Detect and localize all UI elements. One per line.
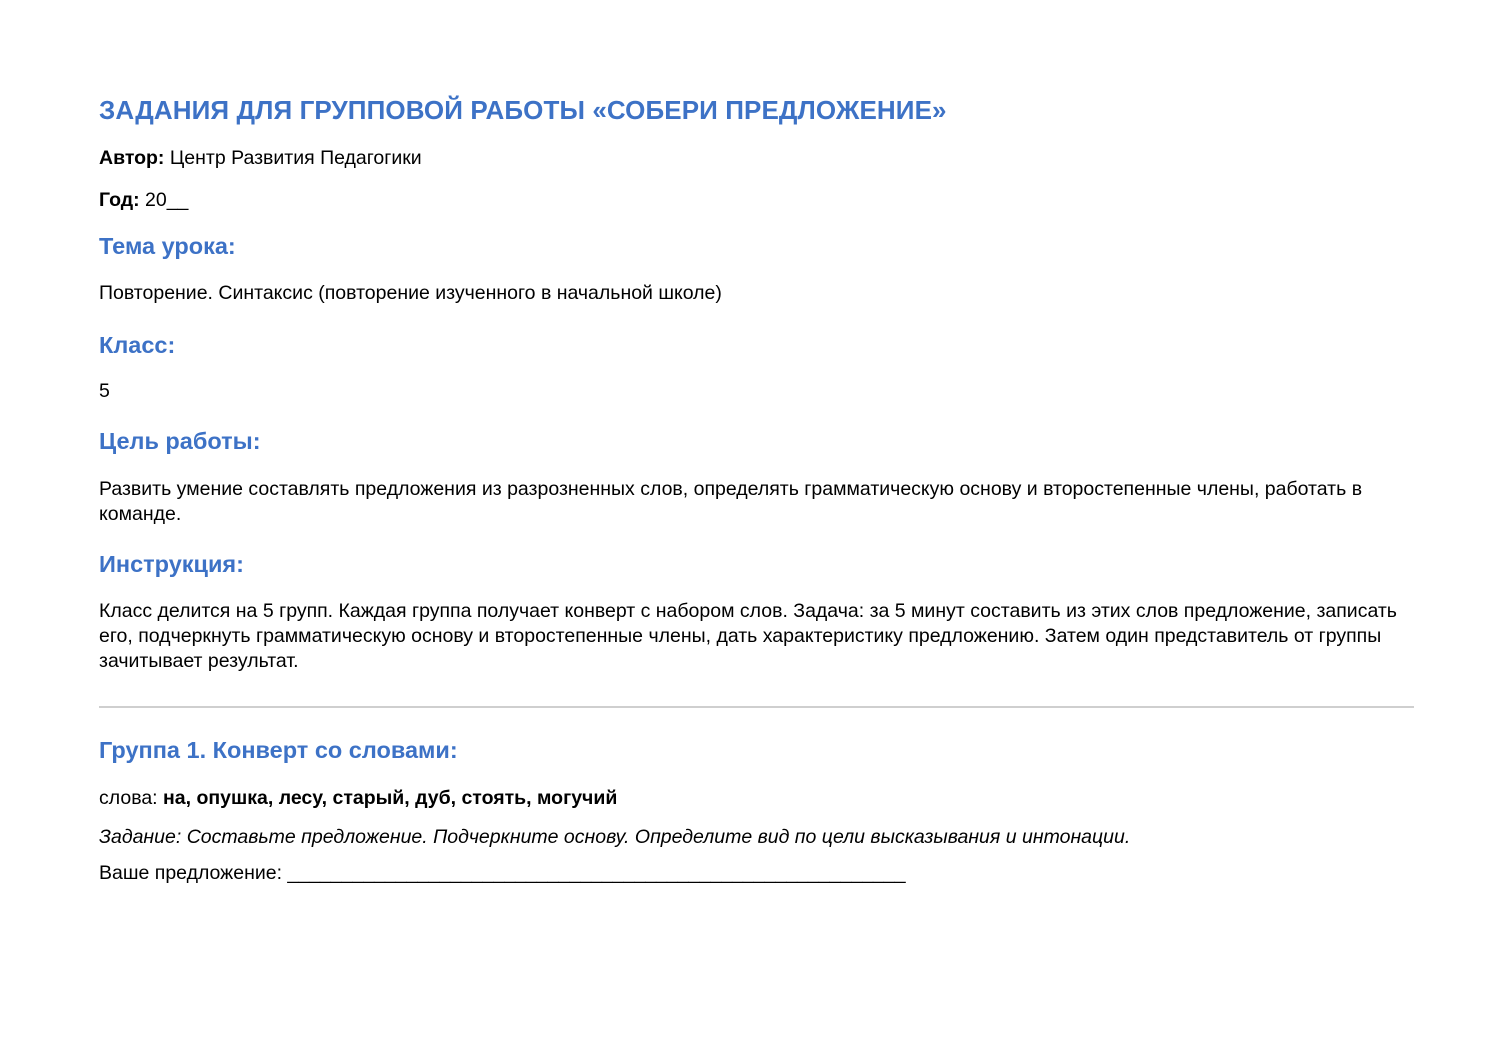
instruction-heading[interactable]: Инструкция: bbox=[99, 551, 244, 577]
year-label: Год: bbox=[99, 189, 140, 211]
topic-text[interactable]: Повторение. Синтаксис (повторение изученного в начальной школе) bbox=[99, 282, 722, 304]
year-line[interactable] bbox=[99, 188, 1414, 212]
group1-answer-label: Ваше предложение: bbox=[99, 862, 288, 884]
author-value: Центр Развития Педагогики bbox=[164, 147, 422, 169]
document-title[interactable]: ЗАДАНИЯ ДЛЯ ГРУППОВОЙ РАБОТЫ «СОБЕРИ ПРЕДЛОЖЕНИЕ» bbox=[99, 95, 947, 125]
group1-task[interactable]: Задание: Составьте предложение. Подчеркните основу. Определите вид по цели высказывания и интонации. bbox=[99, 826, 1131, 848]
horizontal-divider bbox=[99, 706, 1414, 708]
group1-words-line[interactable] bbox=[99, 786, 1414, 810]
group1-answer-line[interactable] bbox=[99, 861, 1414, 885]
instruction-text[interactable]: Класс делится на 5 групп. Каждая группа получает конверт с набором слов. Задача: за 5 минут составить из этих слов предложение, записать его, подчеркнуть грамматическую основу и второстепенные члены, дать характеристику предложению. Затем один представитель от группы зачитывает результат. bbox=[99, 600, 1397, 672]
goal-heading[interactable]: Цель работы: bbox=[99, 428, 261, 454]
class-text[interactable]: 5 bbox=[99, 380, 110, 402]
author-line[interactable] bbox=[99, 146, 1414, 170]
author-label: Автор: bbox=[99, 147, 165, 169]
group1-heading[interactable]: Группа 1. Конверт со словами: bbox=[99, 737, 458, 763]
goal-text[interactable]: Развить умение составлять предложения из разрозненных слов, определять грамматическую основу и второстепенные члены, работать в команде. bbox=[99, 478, 1363, 525]
group1-words-label: слова: bbox=[99, 787, 164, 809]
group1-answer-blank[interactable]: _________________________________________________________ bbox=[287, 862, 906, 884]
topic-heading[interactable]: Тема урока: bbox=[99, 233, 236, 259]
year-value: 20__ bbox=[139, 189, 189, 211]
group1-words-list: на, опушка, лесу, старый, дуб, стоять, могучий bbox=[163, 787, 618, 809]
class-heading[interactable]: Класс: bbox=[99, 332, 176, 358]
